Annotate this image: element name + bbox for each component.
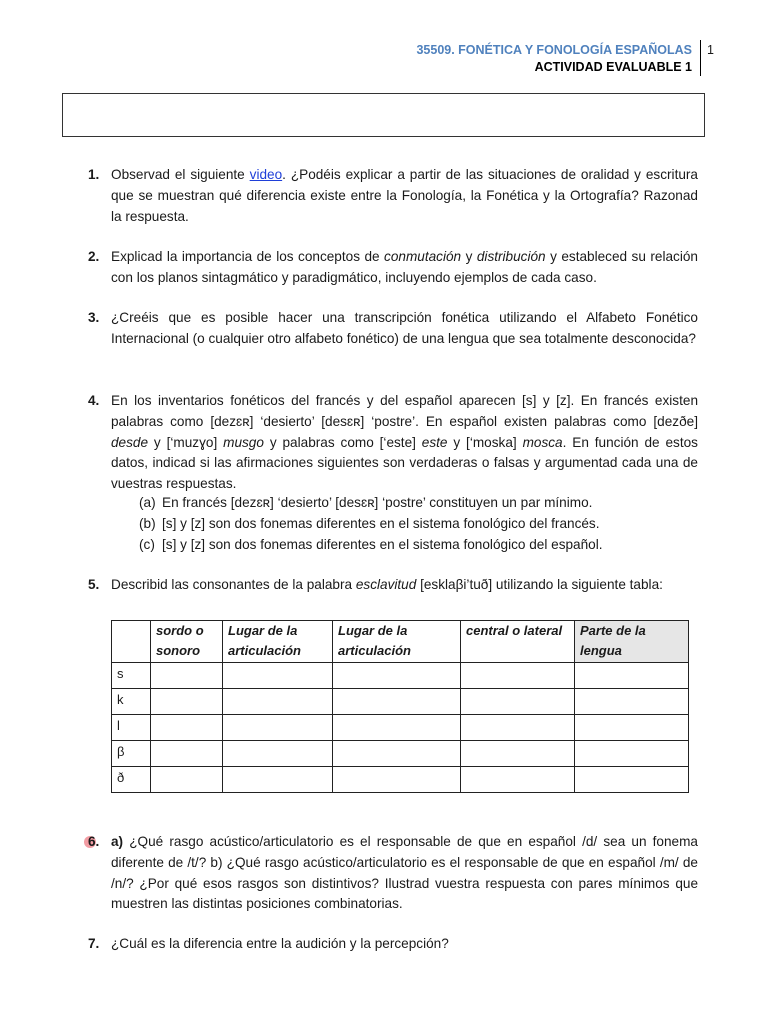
video-link[interactable]: video: [249, 167, 283, 182]
question-2: 2. Explicad la importancia de los conceptos de conmutación y distribución y estableced su relación con los planos sintagmático y paradigmático, incluyendo ejemplos de cada caso.: [88, 249, 698, 285]
question-number: 5.: [88, 577, 100, 592]
consonant-table: [111, 620, 689, 793]
table-row: k: [112, 689, 689, 715]
question-7: 7. ¿Cuál es la diferencia entre la audición y la percepción?: [88, 934, 698, 955]
table-row: β: [112, 741, 689, 767]
header-cell: Lugar de la articulación: [333, 621, 461, 663]
header-cell: Parte de la lengua: [575, 621, 689, 663]
table-row: s: [112, 663, 689, 689]
title-box: [62, 93, 705, 137]
activity-title: ACTIVIDAD EVALUABLE 1: [534, 60, 692, 74]
question-number: 3.: [88, 310, 100, 325]
question-3: 3. ¿Creéis que es posible hacer una transcripción fonética utilizando el Alfabeto Fonético Internacional (o cualquier otro alfabeto fonético) de una lengua que sea totalmente desconocida?: [88, 310, 698, 346]
page-header: [0, 40, 768, 80]
question-4: 4. En los inventarios fonéticos del francés y del español aparecen [s] y [z]. En francés existen palabras como [dezɛʀ] ‘desierto’ [desɛʀ] ‘postre’. En español existen palabras como [dezðe] desde y [‘muzɣo] musgo y palabras como [‘este] este y [‘moska] mosca. En función de estos datos, indicad si las afirmaciones siguientes son verdaderas o falsas y argumentad cada una de vuestras respuestas.: [88, 393, 698, 492]
table-row: l: [112, 715, 689, 741]
question-number: 7.: [88, 936, 100, 951]
page-number: 1: [707, 43, 714, 57]
header-cell: central o lateral: [461, 621, 575, 663]
list-item: (b) [s] y [z] son dos fonemas diferentes en el sistema fonológico del francés.: [139, 516, 600, 531]
header-divider: [700, 40, 701, 76]
header-cell: Lugar de la articulación: [223, 621, 333, 663]
header-cell: sordo o sonoro: [151, 621, 223, 663]
question-number: 1.: [88, 167, 100, 182]
list-item: (a) En francés [dezɛʀ] ‘desierto’ [desɛʀ] ‘postre’ constituyen un par mínimo.: [139, 495, 593, 510]
question-6: 6. a) ¿Qué rasgo acústico/articulatorio es el responsable de que en español /d/ sea un fonema diferente de /t/? b) ¿Qué rasgo acústico/articulatorio es el responsable de que en español /m/ de /n/? ¿Por qué esos rasgos son distintivos? Ilustrad vuestra respuesta con pares mínimos que muestren las distintas posiciones combinatorias.: [88, 834, 698, 912]
question-1: 1. Observad el siguiente video. ¿Podéis explicar a partir de las situaciones de oralidad y escritura que se muestran qué diferencia existe entre la Fonología, la Fonética y la Ortografía? Razonad la respuesta.: [88, 167, 698, 224]
question-5: 5. Describid las consonantes de la palabra esclavitud [esklaβi’tuð] utilizando la siguiente tabla:: [88, 575, 698, 596]
course-title: 35509. FONÉTICA Y FONOLOGÍA ESPAÑOLAS: [416, 43, 692, 57]
question-number: 2.: [88, 249, 100, 264]
table-header-row: [112, 621, 689, 663]
table-row: ð: [112, 767, 689, 793]
question-number: 6.: [88, 834, 100, 849]
question-number: 4.: [88, 393, 100, 408]
list-item: (c) [s] y [z] son dos fonemas diferentes en el sistema fonológico del español.: [139, 537, 603, 552]
